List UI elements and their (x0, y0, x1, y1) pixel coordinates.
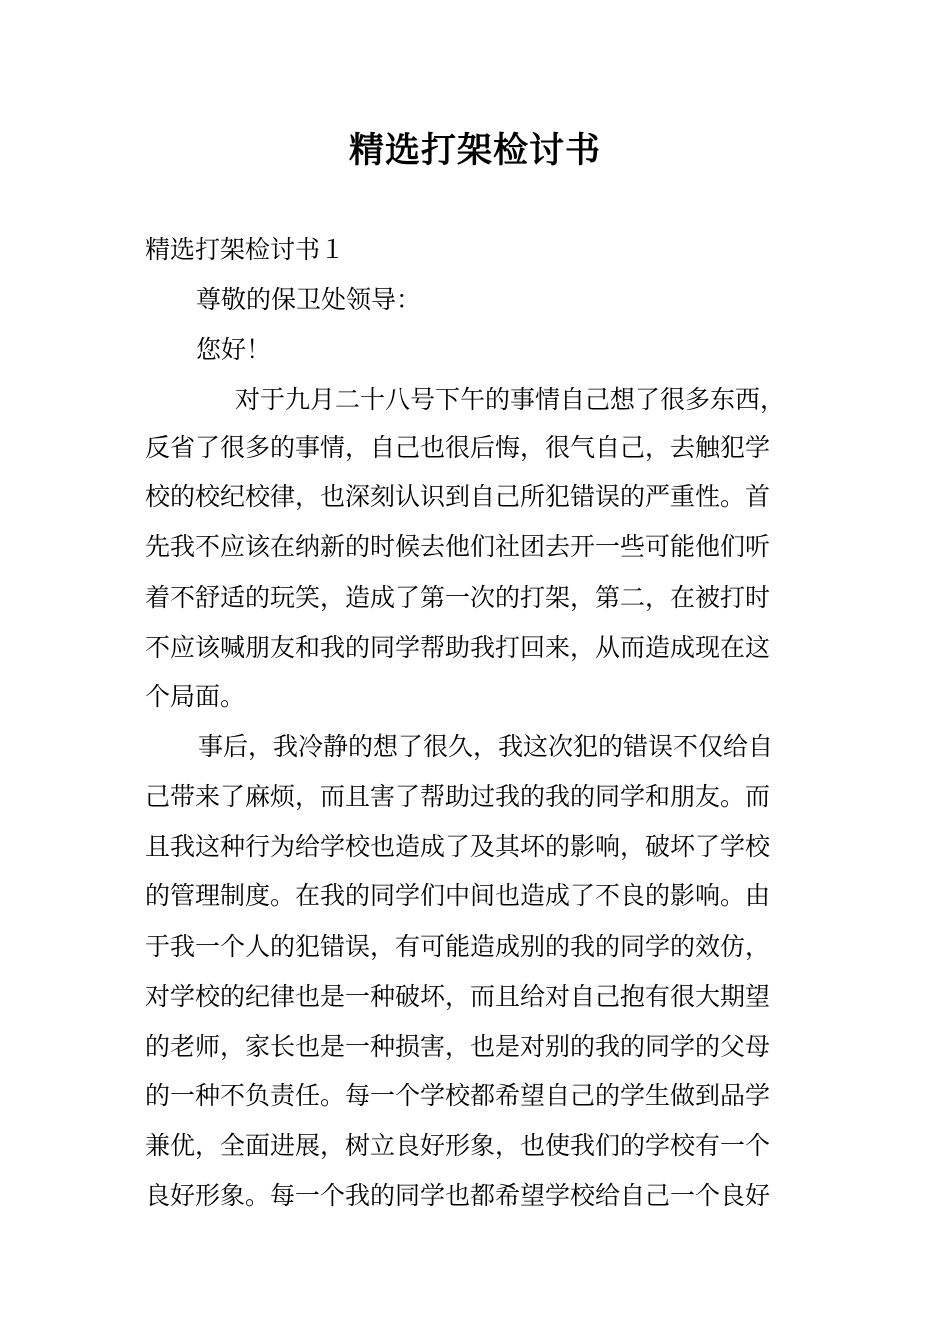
body-line: 对学校的纪律也是一种破坏，而且给对自己抱有很大期望 (145, 982, 771, 1011)
body-line: 己带来了麻烦，而且害了帮助过我的我的同学和朋友。而 (145, 782, 771, 811)
body-line: 个局面。 (145, 682, 246, 711)
body-line: 的一种不负责任。每一个学校都希望自己的学生做到品学 (145, 1081, 771, 1110)
body-line: 的老师，家长也是一种损害，也是对别的我的同学的父母 (145, 1032, 771, 1061)
body-line: 事后，我冷静的想了很久，我这次犯的错误不仅给自 (198, 732, 774, 761)
section-heading: 精选打架检讨书１ (145, 235, 346, 264)
body-line: 的管理制度。在我的同学们中间也造成了不良的影响。由 (145, 881, 771, 910)
body-line: 先我不应该在纳新的时候去他们社团去开一些可能他们听 (145, 532, 771, 561)
greeting: 您好！ (196, 335, 272, 364)
document-title: 精选打架检讨书 (348, 131, 601, 171)
body-line: 且我这种行为给学校也造成了及其坏的影响，破坏了学校 (145, 832, 771, 861)
body-line: 着不舒适的玩笑，造成了第一次的打架，第二，在被打时 (145, 583, 771, 612)
body-line: 对于九月二十八号下午的事情自己想了很多东西， (235, 385, 786, 414)
body-line: 校的校纪校律，也深刻认识到自己所犯错误的严重性。首 (145, 482, 771, 511)
body-line: 兼优，全面进展，树立良好形象，也使我们的学校有一个 (145, 1131, 771, 1160)
salutation: 尊敬的保卫处领导： (196, 285, 422, 314)
body-line: 于我一个人的犯错误，有可能造成别的我的同学的效仿， (145, 932, 771, 961)
body-line: 反省了很多的事情，自己也很后悔，很气自己，去触犯学 (145, 433, 771, 462)
body-line: 良好形象。每一个我的同学也都希望学校给自己一个良好 (145, 1181, 771, 1210)
body-line: 不应该喊朋友和我的同学帮助我打回来，从而造成现在这 (145, 633, 771, 662)
